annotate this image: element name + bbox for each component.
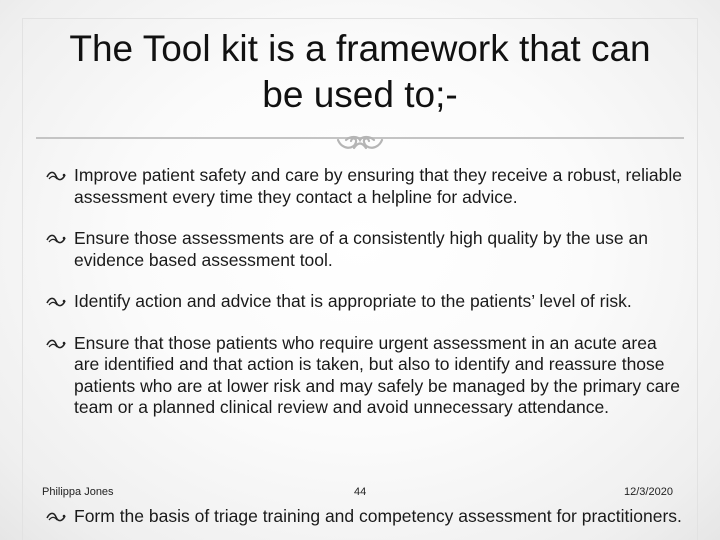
bullet-text: Ensure those assessments are of a consistently high quality by the use an evidence based assessment tool. <box>74 228 648 270</box>
title-line-1: The Tool kit is a framework that can <box>69 28 651 69</box>
bullet-item <box>44 333 684 419</box>
footer-date: 12/3/2020 <box>624 486 673 498</box>
bullet-text: Identify action and advice that is appropriate to the patients’ level of risk. <box>74 291 632 311</box>
bullet-item <box>44 165 684 208</box>
flourish-arrow-icon <box>46 337 66 351</box>
title-line-2: be used to;- <box>262 74 458 115</box>
bullet-text: Improve patient safety and care by ensuring that they receive a robust, reliable assessment every time they contact a helpline for advice. <box>74 165 682 207</box>
bullet-item <box>44 506 684 528</box>
bullet-text: Ensure that those patients who require urgent assessment in an acute area are identified and that action is taken, but also to identify and reassure those patients who are at lower risk and may safely be managed by the primary care team or a planned clinical review and avoid unnecessary attendance. <box>74 332 680 417</box>
scroll-ornament-icon <box>36 134 684 154</box>
bullet-item <box>44 228 684 271</box>
bullet-text: Form the basis of triage training and competency assessment for practitioners. <box>74 506 682 526</box>
footer-page-number: 44 <box>354 486 367 498</box>
footer-author: Philippa Jones <box>42 486 114 498</box>
flourish-arrow-icon <box>46 232 66 246</box>
flourish-arrow-icon <box>46 169 66 183</box>
flourish-arrow-icon <box>46 510 66 524</box>
bullet-item <box>44 291 684 313</box>
flourish-arrow-icon <box>46 295 66 309</box>
slide-title <box>20 26 700 118</box>
